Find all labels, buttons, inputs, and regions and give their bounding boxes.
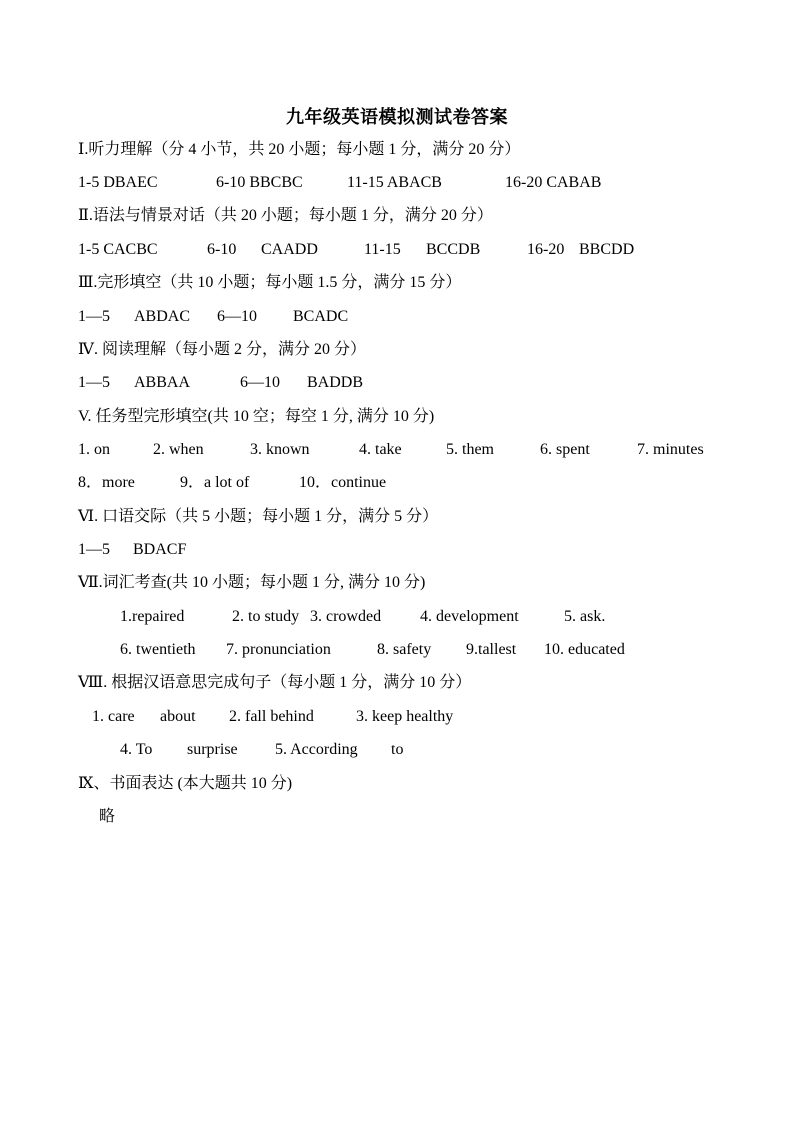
answer-group: 16-20 xyxy=(527,241,565,258)
answer-group: 6—10 xyxy=(240,374,280,391)
answer-item: 1. on xyxy=(78,441,110,458)
answer-row xyxy=(120,639,720,661)
answer-item: 5. ask. xyxy=(564,608,606,625)
answer-item: 9．a lot of xyxy=(180,474,250,491)
answer-item: 7. pronunciation xyxy=(226,641,331,658)
section-heading-2: Ⅱ.语法与情景对话（共 20 小题；每小题 1 分，满分 20 分） xyxy=(78,207,493,224)
answer-group: 1—5 xyxy=(78,374,110,391)
answer-row xyxy=(120,739,720,761)
answer-group: ABDAC xyxy=(134,308,191,325)
section-heading-6: Ⅵ. 口语交际（共 5 小题；每小题 1 分，满分 5 分） xyxy=(78,508,439,525)
answer-item: to xyxy=(391,741,404,758)
answer-item: 6. spent xyxy=(540,441,590,458)
answer-item: 4. To xyxy=(120,741,153,758)
answer-group: 16-20 CABAB xyxy=(505,174,602,191)
answer-item: 1. care xyxy=(92,708,135,725)
answer-row xyxy=(99,806,299,828)
answer-group: 6-10 xyxy=(207,241,237,258)
answer-item: 4. development xyxy=(420,608,519,625)
section-heading-4: Ⅳ. 阅读理解（每小题 2 分，满分 20 分） xyxy=(78,341,366,358)
answer-item: 1.repaired xyxy=(120,608,185,625)
section-heading-1: Ⅰ.听力理解（分 4 小节，共 20 小题；每小题 1 分，满分 20 分） xyxy=(78,141,521,158)
section-heading-8: Ⅷ. 根据汉语意思完成句子（每小题 1 分，满分 10 分） xyxy=(78,674,472,691)
section-heading-5: V. 任务型完形填空(共 10 空；每空 1 分, 满分 10 分) xyxy=(78,408,435,425)
answer-item: surprise xyxy=(187,741,238,758)
answer-group: BCADC xyxy=(293,308,349,325)
answer-item: 6. twentieth xyxy=(120,641,196,658)
answer-item: 8．more xyxy=(78,474,135,491)
answer-item: 9.tallest xyxy=(466,641,517,658)
answer-group: 1—5 xyxy=(78,308,110,325)
answer-row xyxy=(120,606,720,628)
page-title: 九年级英语模拟测试卷答案 xyxy=(286,107,508,127)
answer-item: 8. safety xyxy=(377,641,432,658)
answer-row xyxy=(78,239,718,261)
answer-item: 5. According xyxy=(275,741,358,758)
answer-item: 2. when xyxy=(153,441,204,458)
answer-group: 1-5 CACBC xyxy=(78,241,158,258)
answer-item: 3. crowded xyxy=(310,608,382,625)
answer-group: CAADD xyxy=(261,241,318,258)
answer-row xyxy=(78,472,718,494)
answer-group: BBCDD xyxy=(579,241,635,258)
section-heading-9: Ⅸ、书面表达 (本大题共 10 分) xyxy=(78,775,293,792)
answer-group: 6-10 BBCBC xyxy=(216,174,303,191)
answer-row xyxy=(78,439,718,461)
answer-row xyxy=(78,539,718,561)
answer-group: 1—5 xyxy=(78,541,110,558)
answer-group: 1-5 DBAEC xyxy=(78,174,158,191)
answer-group: BDACF xyxy=(133,541,187,558)
answer-item: 2. fall behind xyxy=(229,708,314,725)
answer-row xyxy=(78,372,718,394)
answer-item: 略 xyxy=(99,808,116,825)
answer-item: 10．continue xyxy=(299,474,387,491)
answer-item: 3. keep healthy xyxy=(356,708,454,725)
answer-group: 11-15 ABACB xyxy=(347,174,442,191)
answer-row xyxy=(78,172,718,194)
answer-group: 6—10 xyxy=(217,308,257,325)
section-heading-3: Ⅲ.完形填空（共 10 小题；每小题 1.5 分，满分 15 分） xyxy=(78,274,462,291)
answer-group: BCCDB xyxy=(426,241,481,258)
answer-group: 11-15 xyxy=(364,241,401,258)
answer-item: 5. them xyxy=(446,441,494,458)
answer-item: 10. educated xyxy=(544,641,625,658)
answer-item: 2. to study xyxy=(232,608,300,625)
answer-row xyxy=(92,706,692,728)
answer-item: 7. minutes xyxy=(637,441,704,458)
answer-item: about xyxy=(160,708,196,725)
answer-row xyxy=(78,306,718,328)
answer-group: BADDB xyxy=(307,374,364,391)
section-heading-7: Ⅶ.词汇考查(共 10 小题；每小题 1 分, 满分 10 分) xyxy=(78,574,426,591)
answer-item: 4. take xyxy=(359,441,402,458)
answer-item: 3. known xyxy=(250,441,310,458)
answer-group: ABBAA xyxy=(134,374,191,391)
